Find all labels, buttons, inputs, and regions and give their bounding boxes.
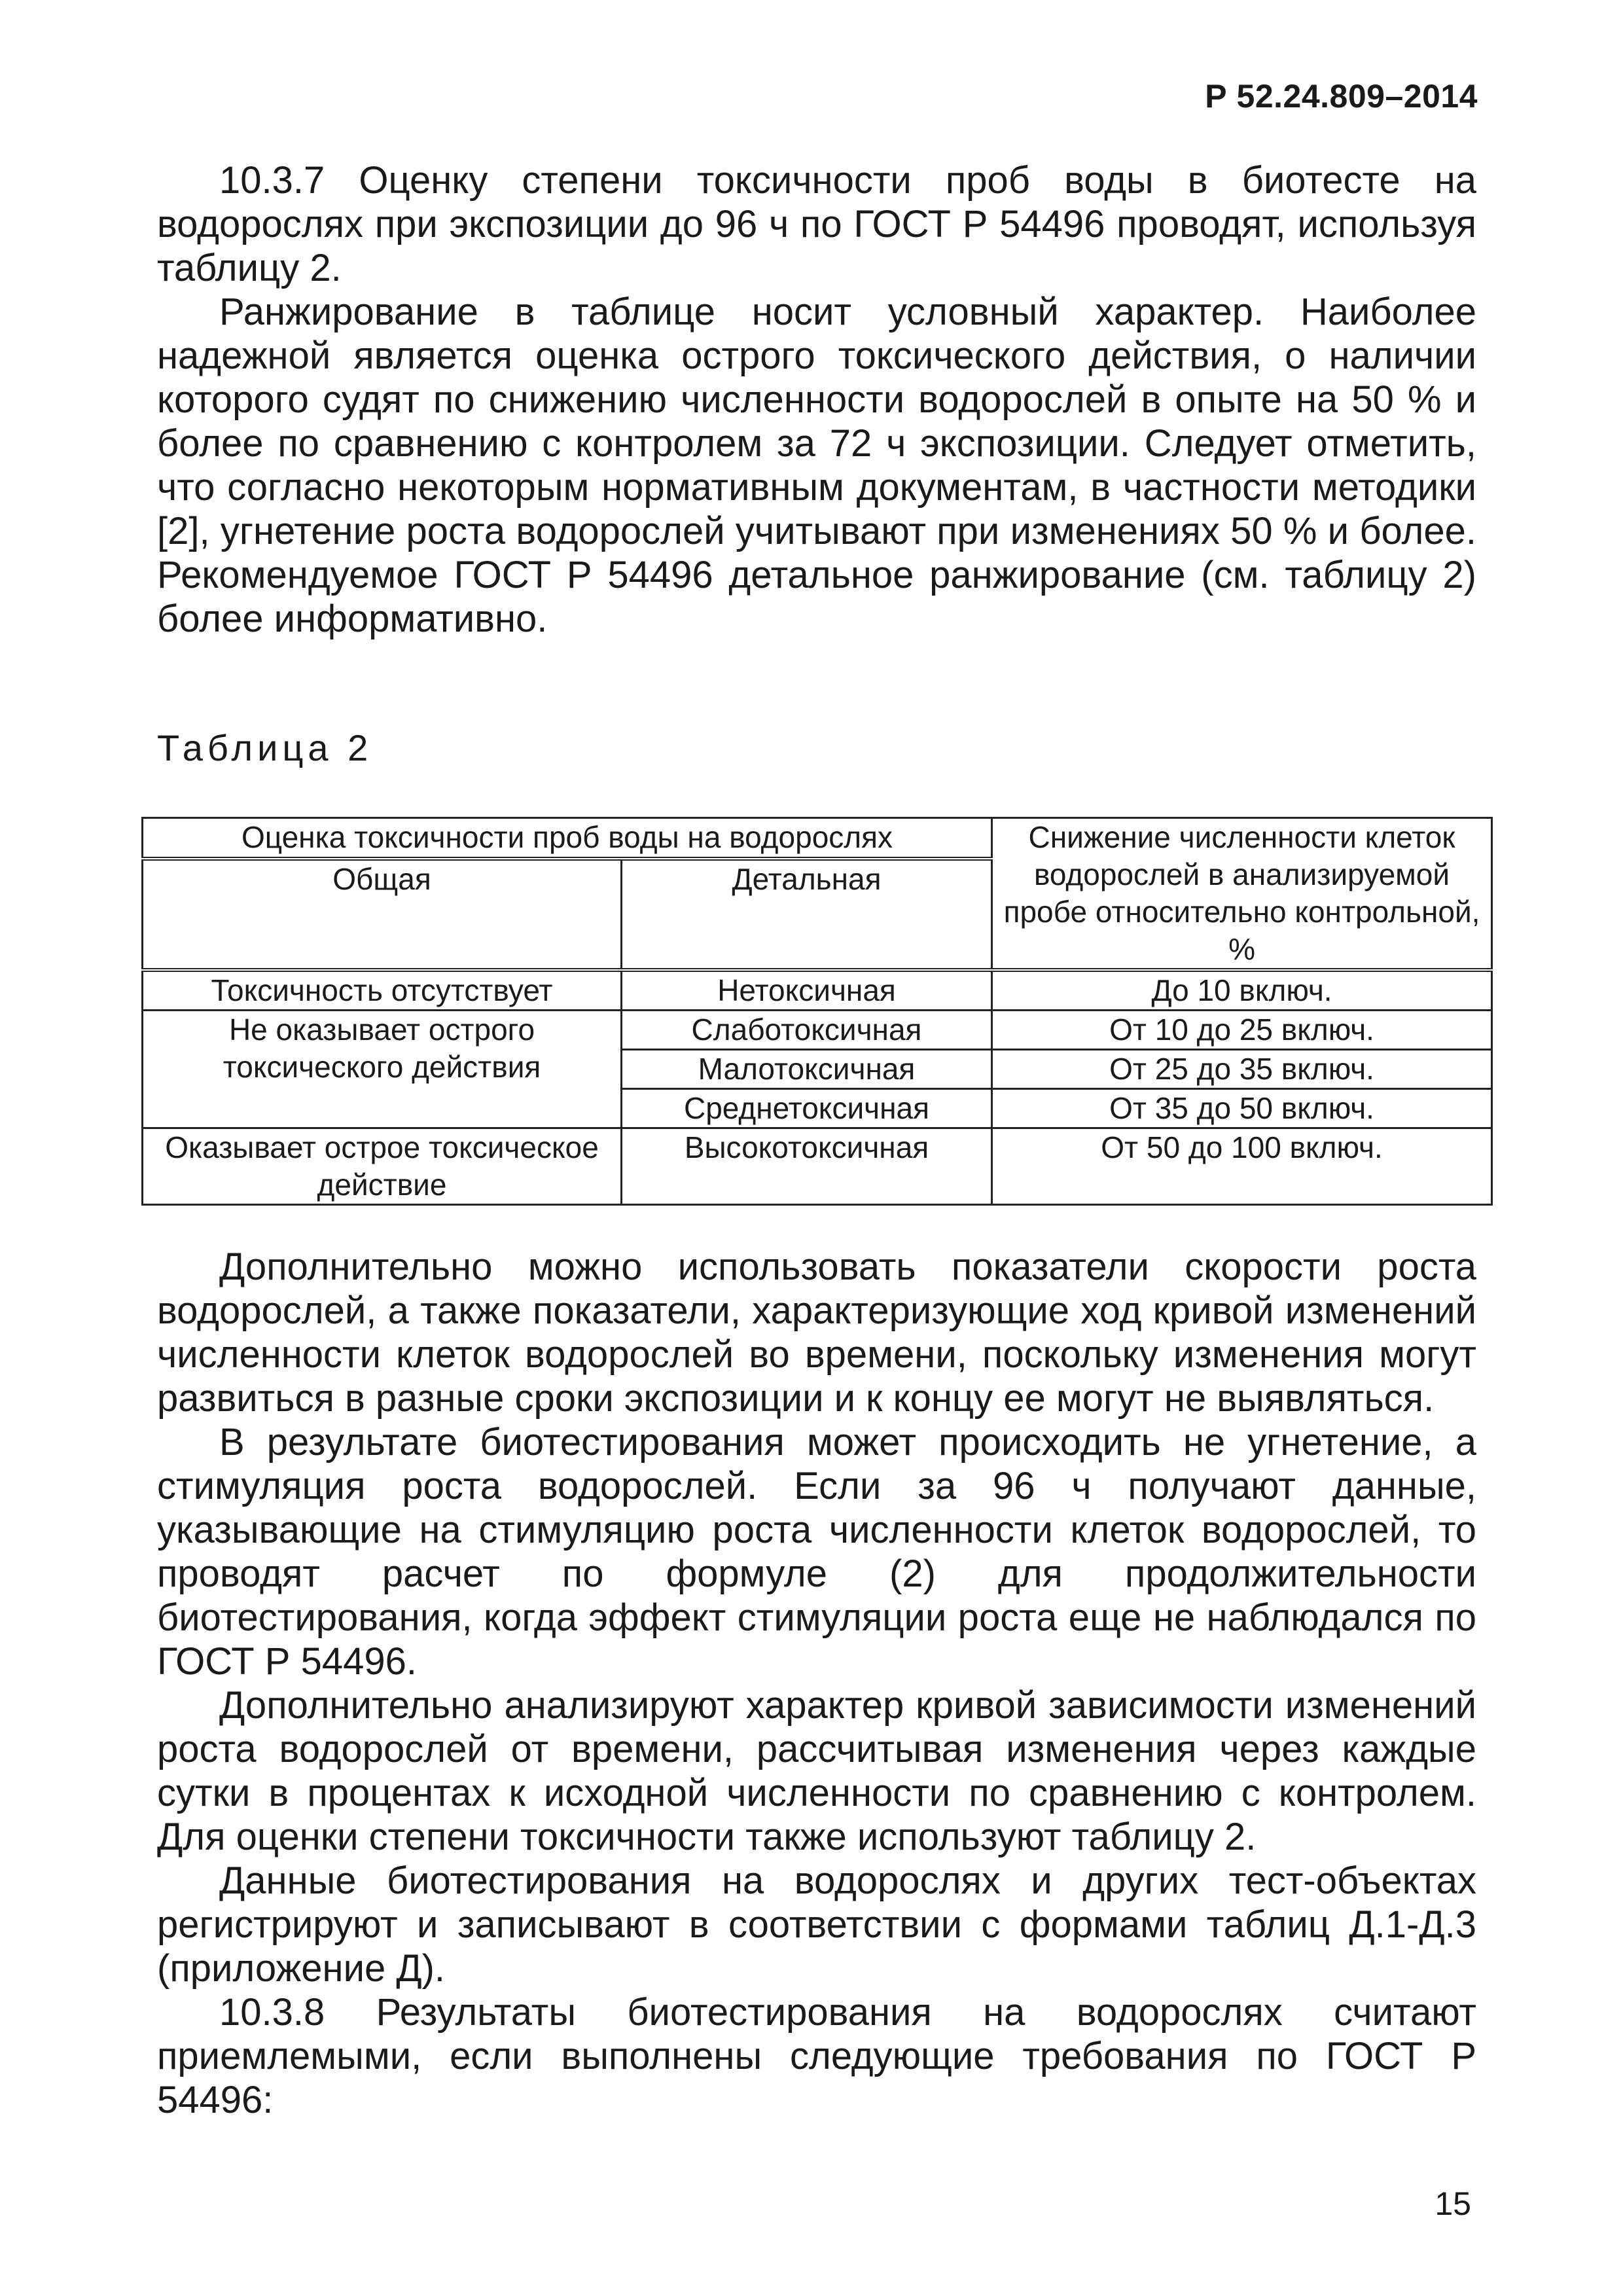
- paragraph-stimulation: В результате биотестирования может происходить не угнетение, а стимуляция роста водорослей. Если за 96 ч получают данные, указывающие на стимуляцию роста численности клеток водорослей, то проводят расчет по формуле (2) для продолжительности биотестирования, когда эффект стимуляции роста еще не наблюдался по ГОСТ Р 54496.: [157, 1421, 1476, 1683]
- cell-reduction: От 10 до 25 включ.: [992, 1011, 1492, 1050]
- header-reduction: Снижение численности клеток водорослей в анализируемой пробе относительно контрольной, %: [992, 818, 1492, 971]
- cell-reduction: До 10 включ.: [992, 970, 1492, 1011]
- paragraph-growth-indicators: Дополнительно можно использовать показатели скорости роста водорослей, а также показатели, характеризующие ход кривой изменений численности клеток водорослей во времени, поскольку изменения могут развиться в разные сроки экспозиции и к концу ее могут не выявляться.: [157, 1246, 1476, 1420]
- cell-detailed: Слаботоксичная: [622, 1011, 992, 1050]
- paragraph-curve-analysis: Дополнительно анализируют характер кривой зависимости изменений роста водорослей от времени, рассчитывая изменения через каждые сутки в процентах к исходной численности по сравнению с контролем. Для оценки степени токсичности также используют таблицу 2.: [157, 1684, 1476, 1858]
- cell-general: Оказывает острое токсическое действие: [143, 1128, 622, 1205]
- toxicity-table: [141, 817, 1493, 1206]
- table-caption: Таблица 2: [157, 727, 373, 768]
- table-row: [143, 1011, 1492, 1050]
- header-general: Общая: [143, 859, 622, 970]
- header-assessment-group: Оценка токсичности проб воды на водорослях: [143, 818, 992, 859]
- cell-reduction: От 25 до 35 включ.: [992, 1050, 1492, 1089]
- table-row: [143, 970, 1492, 1011]
- paragraph-10-3-8: 10.3.8 Результаты биотестирования на водорослях считают приемлемыми, если выполнены следующие требования по ГОСТ Р 54496:: [157, 1991, 1476, 2121]
- page-number: 15: [1435, 2185, 1471, 2222]
- cell-general: Токсичность отсутствует: [143, 970, 622, 1011]
- table-row: [143, 1128, 1492, 1205]
- cell-general: Не оказывает острого токсического действия: [143, 1011, 622, 1128]
- bottom-text-block: [157, 1245, 1476, 2122]
- paragraph-ranking: Ранжирование в таблице носит условный характер. Наиболее надежной является оценка острого токсического действия, о наличии которого судят по снижению численности водорослей в опыте на 50 % и более по сравнению с контролем за 72 ч экспозиции. Следует отметить, что согласно некоторым нормативным документам, в частности методики [2], угнетение роста водорослей учитывают при изменениях 50 % и более. Рекомендуемое ГОСТ Р 54496 детальное ранжирование (см. таблицу 2) более информативно.: [157, 291, 1476, 640]
- cell-detailed: Малотоксичная: [622, 1050, 992, 1089]
- cell-detailed: Среднетоксичная: [622, 1089, 992, 1128]
- paragraph-registration: Данные биотестирования на водорослях и других тест-объектах регистрируют и записывают в соответствии с формами таблиц Д.1-Д.3 (приложение Д).: [157, 1859, 1476, 1990]
- cell-detailed: Нетоксичная: [622, 970, 992, 1011]
- cell-detailed: Высокотоксичная: [622, 1128, 992, 1205]
- cell-reduction: От 35 до 50 включ.: [992, 1089, 1492, 1128]
- paragraph-10-3-7: 10.3.7 Оценку степени токсичности проб воды в биотесте на водорослях при экспозиции до 96 ч по ГОСТ Р 54496 проводят, используя таблицу 2.: [157, 159, 1476, 289]
- document-code: Р 52.24.809–2014: [1205, 78, 1478, 115]
- top-text-block: [157, 158, 1476, 641]
- cell-reduction: От 50 до 100 включ.: [992, 1128, 1492, 1205]
- header-detailed: Детальная: [622, 859, 992, 970]
